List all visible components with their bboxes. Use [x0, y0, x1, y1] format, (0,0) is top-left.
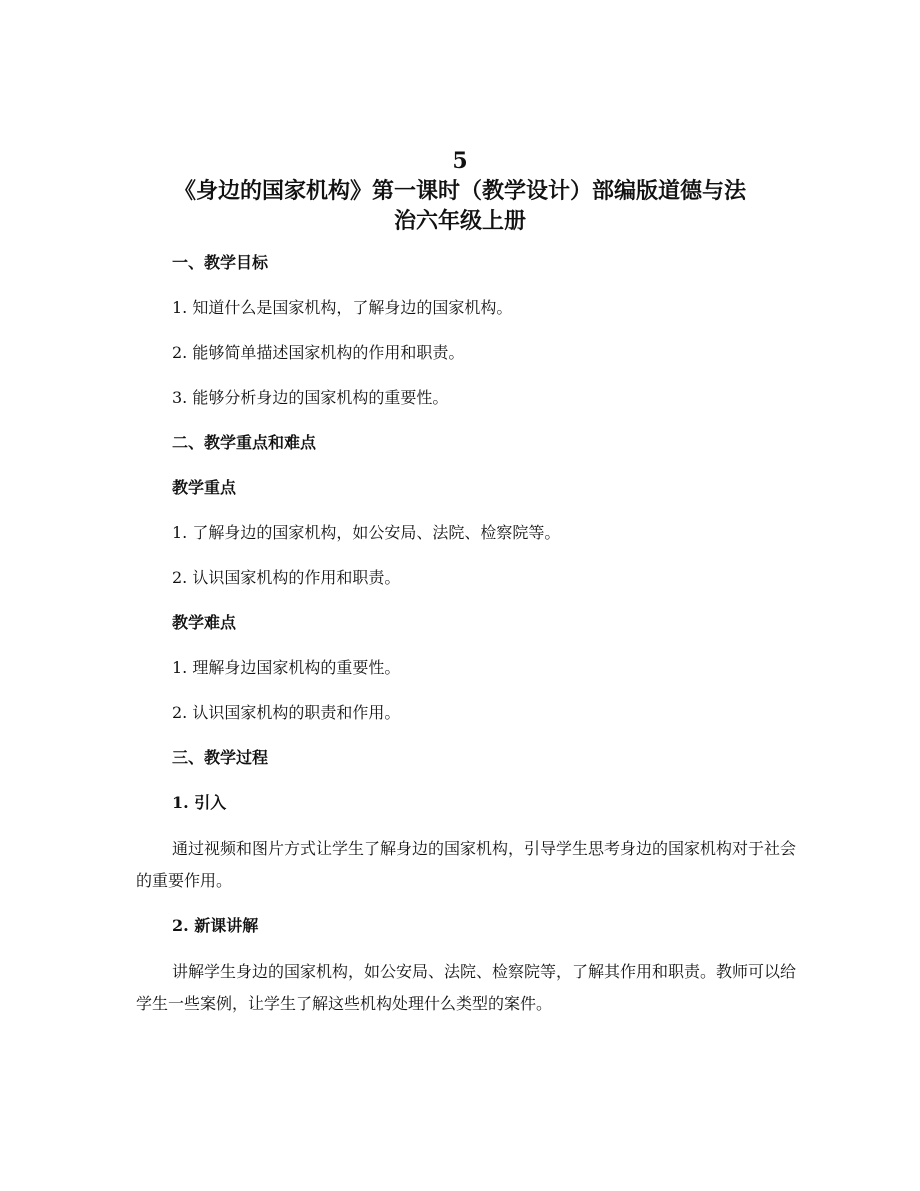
subheading-focus: 教学重点 — [172, 478, 237, 497]
section-heading-key-points: 二、教学重点和难点 — [172, 433, 317, 452]
step-new-lesson-paragraph: 讲解学生身边的国家机构，如公安局、法院、检察院等，了解其作用和职责。教师可以给学生一些案例，让学生了解这些机构处理什么类型的案件。 — [136, 962, 797, 1013]
focus-item: 1. 了解身边的国家机构，如公安局、法院、检察院等。 — [172, 523, 561, 542]
document-title — [100, 146, 820, 236]
goal-item: 2. 能够简单描述国家机构的作用和职责。 — [172, 343, 465, 362]
step-heading-new-lesson: 2. 新课讲解 — [172, 916, 259, 935]
difficulty-item: 1. 理解身边国家机构的重要性。 — [172, 658, 401, 677]
difficulty-item: 2. 认识国家机构的职责和作用。 — [172, 703, 401, 722]
subheading-difficulty: 教学难点 — [172, 613, 237, 632]
step-intro-paragraph: 通过视频和图片方式让学生了解身边的国家机构，引导学生思考身边的国家机构对于社会的重要作用。 — [136, 839, 797, 890]
section-heading-process: 三、教学过程 — [172, 748, 269, 767]
goal-item: 1. 知道什么是国家机构，了解身边的国家机构。 — [172, 298, 513, 317]
goal-item: 3. 能够分析身边的国家机构的重要性。 — [172, 388, 449, 407]
title-number: 5 — [452, 148, 468, 174]
title-line-2: 治六年级上册 — [393, 208, 526, 234]
focus-item: 2. 认识国家机构的作用和职责。 — [172, 568, 401, 587]
section-heading-goals: 一、教学目标 — [172, 253, 269, 272]
title-line-1: 《身边的国家机构》第一课时（教学设计）部编版道德与法 — [173, 178, 746, 204]
step-heading-intro: 1. 引入 — [172, 793, 227, 812]
